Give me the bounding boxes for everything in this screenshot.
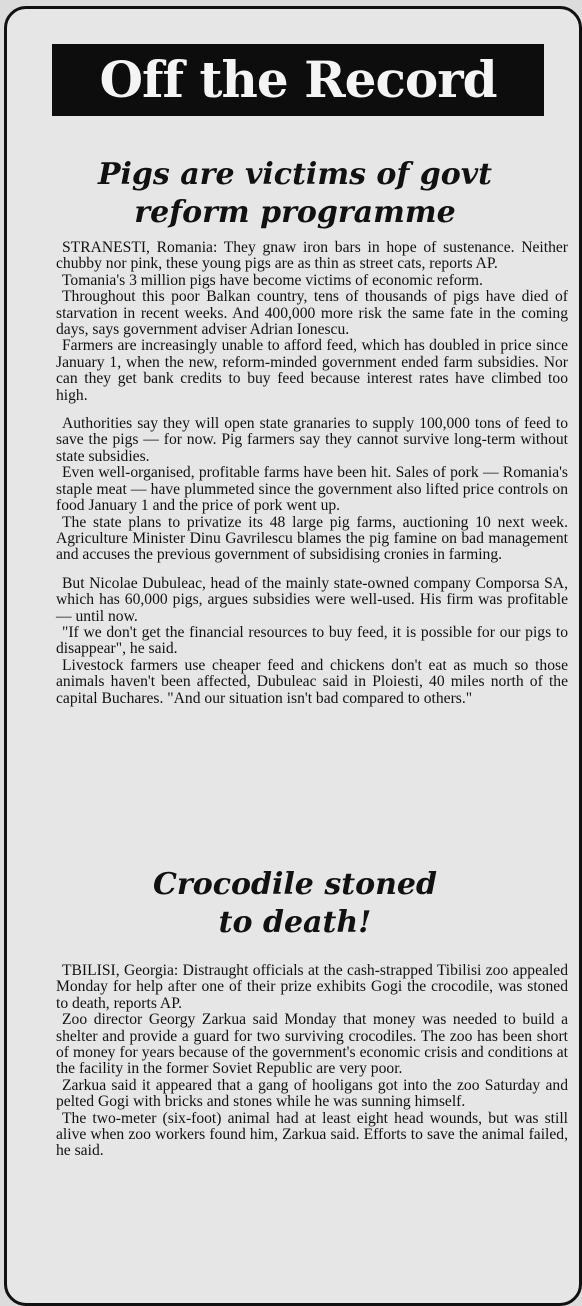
article-paragraph: Zoo director Georgy Zarkua said Monday that money was needed to build a shelter and provide a guard for two surviving crocodiles. The zoo has been short of money for years because of the government's economic crisis and conditions at the facility in the former Soviet Republic are very poor. <box>56 1011 568 1078</box>
article-paragraph: TBILISI, Georgia: Distraught officials at the cash-strapped Tibilisi zoo appealed Monday for help after one of their prize exhibits Gogi the crocodile, was stoned to death, reports AP. <box>56 962 568 1012</box>
article-paragraph: Even well-organised, profitable farms have been hit. Sales of pork — Romania's staple meat — have plummeted since the government also lifted price controls on food January 1 and the price of pork went up. <box>56 464 568 515</box>
article-paragraph: Tomania's 3 million pigs have become victims of economic reform. <box>62 271 483 289</box>
article-pigs <box>56 240 568 707</box>
article-paragraph: "If we don't get the financial resources to buy feed, it is possible for our pigs to disappear", he said. <box>56 623 568 658</box>
article-paragraph: Authorities say they will open state granaries to supply 100,000 tons of feed to save the pigs — for now. Pig farmers say they cannot survive long-term without state subsidies. <box>56 415 568 465</box>
article-paragraph: Livestock farmers use cheaper feed and chickens don't eat as much so those animals haven't been affected, Dubuleac said in Ploiesti, 40 miles north of the capital Buchares. "And our situation isn't bad compared to others." <box>56 656 568 707</box>
article-paragraph: But Nicolae Dubuleac, head of the mainly state-owned company Comporsa SA, which has 60,000 pigs, argues subsidies were well-used. His firm was profitable — until now. <box>56 574 568 625</box>
article-paragraph: The two-meter (six-foot) animal had at least eight head wounds, but was still alive when zoo workers found him, Zarkua said. Efforts to save the animal failed, he said. <box>56 1109 568 1160</box>
section-title: Off the Record <box>99 50 497 109</box>
article-paragraph: STRANESTI, Romania: They gnaw iron bars in hope of sustenance. Neither chubby nor pink, these young pigs are as thin as street cats, reports AP. <box>56 239 568 273</box>
story-headline-crocodile <box>40 866 550 943</box>
article-paragraph: Throughout this poor Balkan country, tens of thousands of pigs have died of starvation in recent weeks. And 400,000 more risk the same fate in the coming days, says government adviser Adrian Ionescu. <box>56 288 568 339</box>
headline-line: Pigs are victims of govt <box>97 157 493 192</box>
article-paragraph: The state plans to privatize its 48 large pig farms, auctioning 10 next week. Agriculture Minister Dinu Gavrilescu blames the pig famine on bad management and accuses the previous government of subsidising cronies in farming. <box>56 513 568 564</box>
article-crocodile <box>56 963 568 1160</box>
story-headline-pigs <box>40 156 550 233</box>
article-paragraph: Zarkua said it appeared that a gang of hooligans got into the zoo Saturday and pelted Gogi with bricks and stones while he was sunning himself. <box>56 1076 568 1111</box>
headline-line: Crocodile stoned <box>153 867 437 902</box>
headline-line: to death! <box>218 905 372 941</box>
headline-line: reform programme <box>134 195 456 231</box>
section-banner <box>52 44 544 116</box>
article-paragraph: Farmers are increasingly unable to afford feed, which has doubled in price since January 1, when the new, reform-minded government ended farm subsidies. Nor can they get bank credits to buy feed because interest rates have climbed too high. <box>56 337 568 404</box>
